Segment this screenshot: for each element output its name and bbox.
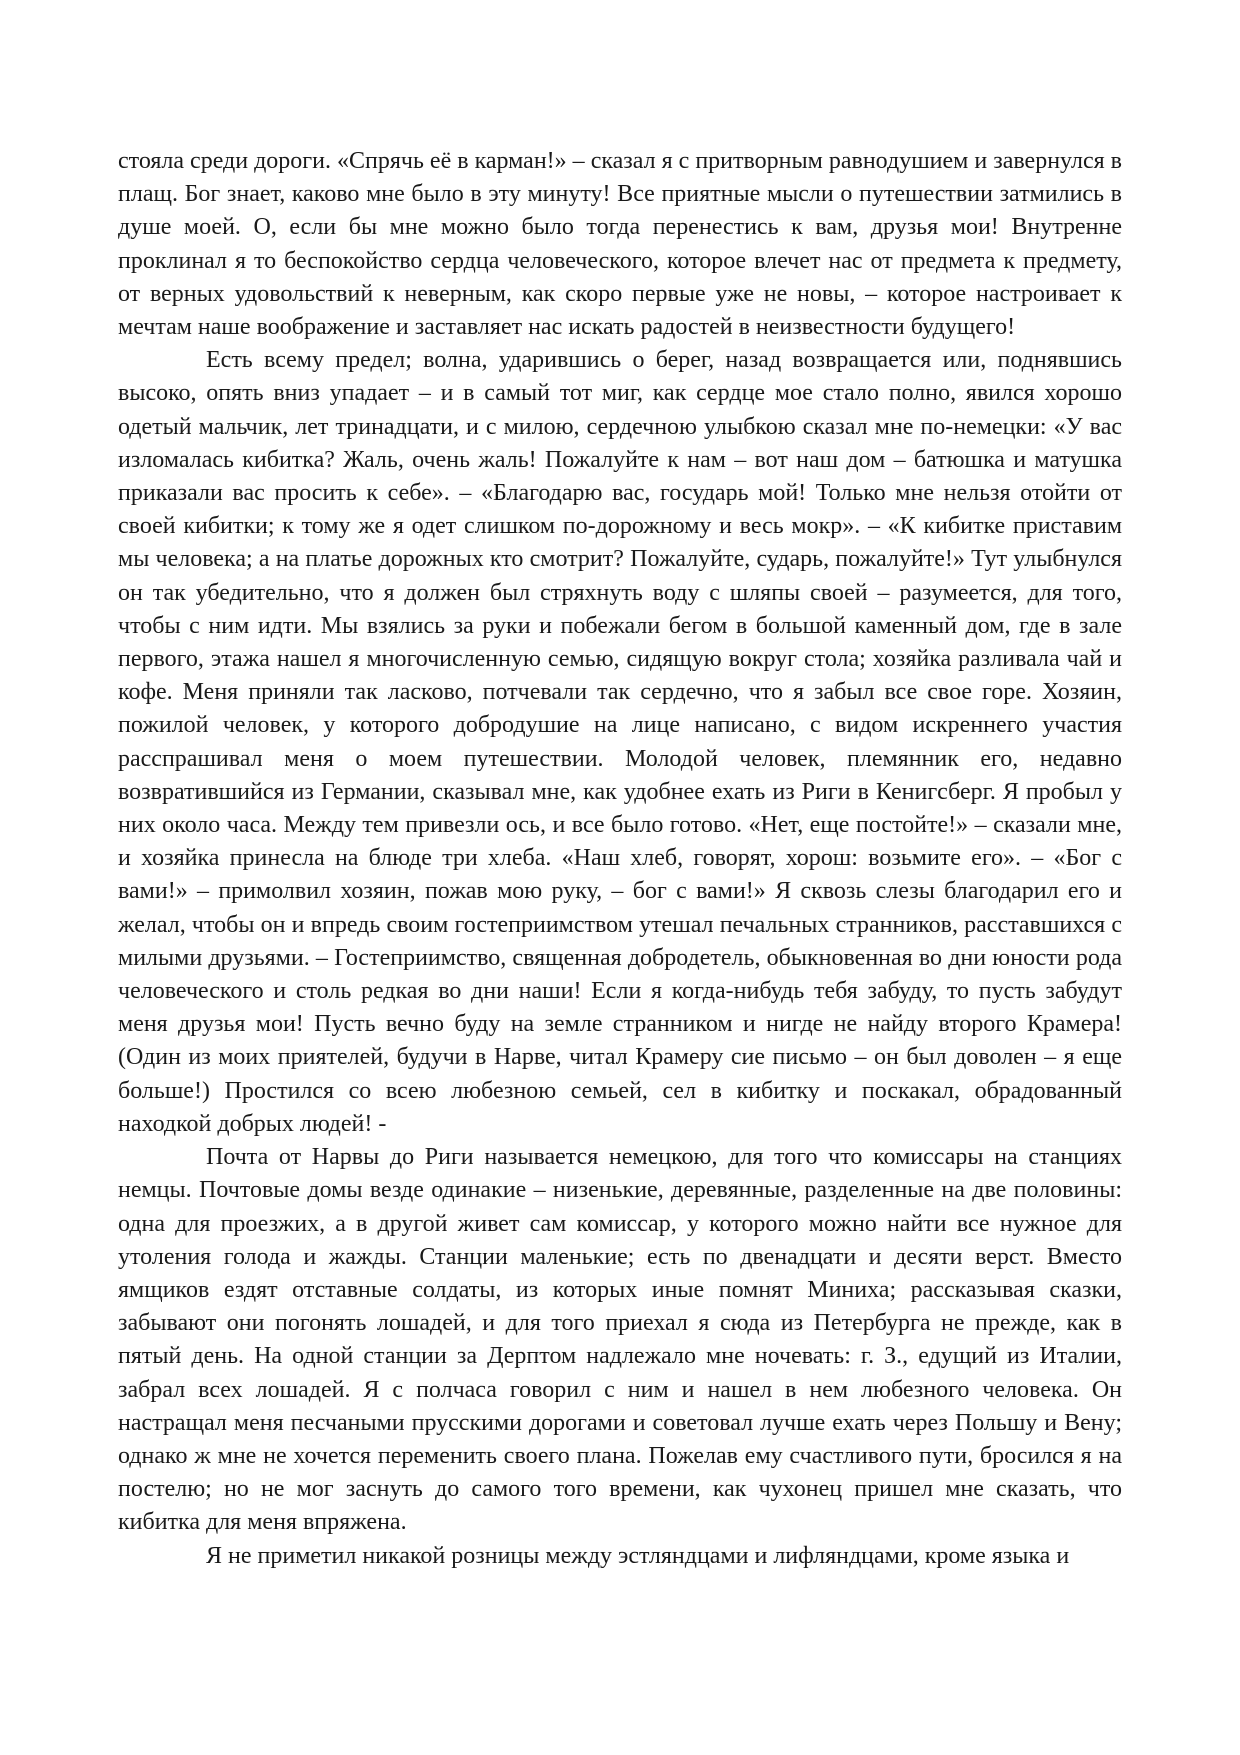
- paragraph-2: Есть всему предел; волна, ударившись о берег, назад возвращается или, поднявшись высоко, опять вниз упадает – и в самый тот миг, как сердце мое стало полно, явился хорошо одетый мальчик, лет тринадцати, и с милою, сердечною улыбкою сказал мне по-немецки: «У вас изломалась кибитка? Жаль, очень жаль! Пожалуйте к нам – вот наш дом – батюшка и матушка приказали вас просить к себе». – «Благодарю вас, государь мой! Только мне нельзя отойти от своей кибитки; к тому же я одет слишком по-дорожному и весь мокр». – «К кибитке приставим мы человека; а на платье дорожных кто смотрит? Пожалуйте, сударь, пожалуйте!» Тут улыбнулся он так убедительно, что я должен был стряхнуть воду с шляпы своей – разумеется, для того, чтобы с ним идти. Мы взялись за руки и побежали бегом в большой каменный дом, где в зале первого, этажа нашел я многочисленную семью, сидящую вокруг стола; хозяйка разливала чай и кофе. Меня приняли так ласково, потчевали так сердечно, что я забыл все свое горе. Хозяин, пожилой человек, у которого добродушие на лице написано, с видом искреннего участия расспрашивал меня о моем путешествии. Молодой человек, племянник его, недавно возвратившийся из Германии, сказывал мне, как удобнее ехать из Риги в Кенигсберг. Я пробыл у них около часа. Между тем привезли ось, и все было готово. «Нет, еще постойте!» – сказали мне, и хозяйка принесла на блюде три хлеба. «Наш хлеб, говорят, хорош: возьмите его». – «Бог с вами!» – примолвил хозяин, пожав мою руку, – бог с вами!» Я сквозь слезы благодарил его и желал, чтобы он и впредь своим гостеприимством утешал печальных странников, расставшихся с милыми друзьями. – Гостеприимство, священная добродетель, обыкновенная во дни юности рода человеческого и столь редкая во дни наши! Если я когда-нибудь тебя забуду, то пусть забудут меня друзья мои! Пусть вечно буду на земле странником и нигде не найду второго Крамера! (Один из моих приятелей, будучи в Нарве, читал Крамеру сие письмо – он был доволен – я еще больше!) Простился со всею любезною семьей, сел в кибитку и поскакал, обрадованный находкой добрых людей! -: [118, 347, 1122, 1137]
- paragraph-3: Почта от Нарвы до Риги называется немецкою, для того что комиссары на станциях немцы. Почтовые домы везде одинакие – низенькие, деревянные, разделенные на две половины: одна для проезжих, а в другой живет сам комиссар, у которого можно найти все нужное для утоления голода и жажды. Станции маленькие; есть по двенадцати и десяти верст. Вместо ямщиков ездят отставные солдаты, из которых иные помнят Миниха; рассказывая сказки, забывают они погонять лошадей, и для того приехал я сюда из Петербурга не прежде, как в пятый день. На одной станции за Дерптом надлежало мне ночевать: г. З., едущий из Италии, забрал всех лошадей. Я с полчаса говорил с ним и нашел в нем любезного человека. Он настращал меня песчаными прусскими дорогами и советовал лучше ехать через Польшу и Вену; однако ж мне не хочется переменить своего плана. Пожелав ему счастливого пути, бросился я на постелю; но не мог заснуть до самого того времени, как чухонец пришел мне сказать, что кибитка для меня впряжена.: [118, 1144, 1122, 1536]
- paragraph-1: стояла среди дороги. «Спрячь её в карман!» – сказал я с притворным равнодушием и завернулся в плащ. Бог знает, каково мне было в эту минуту! Все приятные мысли о путешествии затмились в душе моей. О, если бы мне можно было тогда перенестись к вам, друзья мои! Внутренне проклинал я то беспокойство сердца человеческого, которое влечет нас от предмета к предмету, от верных удовольствий к неверным, как скоро первые уже не новы, – которое настроивает к мечтам наше воображение и заставляет нас искать радостей в неизвестности будущего!: [118, 148, 1122, 341]
- document-page: [118, 145, 1122, 1573]
- paragraph-4: Я не приметил никакой розницы между эстляндцами и лифляндцами, кроме языка и: [206, 1542, 1070, 1569]
